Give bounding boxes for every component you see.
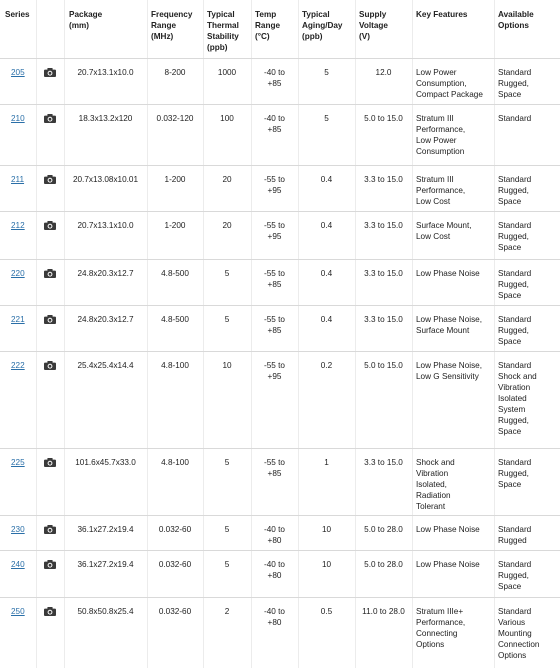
- cell-aging: 5: [324, 68, 329, 77]
- cell-stability: 2: [224, 607, 230, 616]
- cell-stability: 5: [224, 560, 230, 569]
- camera-icon[interactable]: [44, 607, 56, 616]
- cell-package: 24.8x20.3x12.7: [77, 315, 134, 324]
- cell-options: Standard Shock and Vibration Isolated System Rugged, Space: [498, 361, 537, 436]
- header-stability: Typical Thermal Stability (ppb): [207, 10, 239, 52]
- cell-frequency: 0.032-60: [158, 560, 192, 569]
- cell-temp: -55 to +85: [264, 269, 285, 289]
- cell-features: Stratum III Performance, Low Cost: [416, 175, 466, 206]
- cell-aging: 0.4: [320, 175, 333, 184]
- row-divider: [0, 351, 560, 352]
- cell-voltage: 3.3 to 15.0: [364, 315, 403, 324]
- cell-voltage: 5.0 to 28.0: [364, 525, 403, 534]
- cell-temp: -40 to +85: [264, 68, 285, 88]
- cell-features: Low Phase Noise: [416, 560, 480, 569]
- column-divider: [412, 0, 413, 668]
- camera-icon[interactable]: [44, 269, 56, 278]
- row-divider: [0, 550, 560, 551]
- cell-frequency: 4.8-500: [161, 269, 189, 278]
- cell-voltage: 5.0 to 15.0: [364, 114, 403, 123]
- cell-aging: 5: [324, 114, 329, 123]
- cell-options: Standard: [498, 114, 532, 123]
- cell-frequency: 0.032-60: [158, 525, 192, 534]
- cell-package: 20.7x13.1x10.0: [77, 68, 134, 77]
- camera-icon[interactable]: [44, 560, 56, 569]
- series-link[interactable]: 222: [11, 361, 25, 370]
- cell-aging: 0.4: [320, 221, 333, 230]
- cell-features: Stratum III Performance, Low Power Consumption: [416, 114, 466, 156]
- cell-voltage: 5.0 to 15.0: [364, 361, 403, 370]
- header-frequency: Frequency Range (MHz): [151, 10, 193, 41]
- series-link[interactable]: 210: [11, 114, 25, 123]
- cell-features: Stratum IIIe+ Performance, Connecting Options: [416, 607, 466, 649]
- header-options: Available Options: [498, 10, 534, 30]
- cell-package: 101.6x45.7x33.0: [75, 458, 136, 467]
- cell-aging: 10: [321, 525, 332, 534]
- cell-temp: -40 to +80: [264, 525, 285, 545]
- cell-stability: 100: [220, 114, 234, 123]
- cell-package: 20.7x13.08x10.01: [72, 175, 139, 184]
- camera-icon[interactable]: [44, 315, 56, 324]
- row-divider: [0, 104, 560, 105]
- header-features: Key Features: [416, 10, 468, 19]
- camera-icon[interactable]: [44, 221, 56, 230]
- cell-stability: 20: [222, 175, 232, 184]
- column-divider: [494, 0, 495, 668]
- cell-voltage: 3.3 to 15.0: [364, 269, 403, 278]
- row-divider: [0, 448, 560, 449]
- series-link[interactable]: 220: [11, 269, 25, 278]
- camera-icon[interactable]: [44, 458, 56, 467]
- cell-package: 24.8x20.3x12.7: [77, 269, 134, 278]
- cell-features: Shock and Vibration Isolated, Radiation Tolerant: [416, 458, 455, 511]
- cell-temp: -55 to +95: [264, 361, 285, 381]
- cell-options: Standard Rugged, Space: [498, 315, 532, 346]
- series-link[interactable]: 250: [11, 607, 25, 616]
- cell-features: Low Power Consumption, Compact Package: [416, 68, 483, 99]
- cell-voltage: 3.3 to 15.0: [364, 458, 403, 467]
- cell-voltage: 5.0 to 28.0: [364, 560, 403, 569]
- cell-stability: 10: [222, 361, 232, 370]
- column-divider: [36, 0, 37, 668]
- cell-aging: 0.4: [320, 269, 333, 278]
- header-voltage: Supply Voltage (V): [359, 10, 388, 41]
- cell-stability: 5: [224, 315, 230, 324]
- cell-aging: 10: [321, 560, 332, 569]
- cell-frequency: 4.8-100: [161, 458, 189, 467]
- row-divider: [0, 58, 560, 59]
- cell-package: 20.7x13.1x10.0: [77, 221, 134, 230]
- cell-stability: 1000: [217, 68, 237, 77]
- series-link[interactable]: 225: [11, 458, 25, 467]
- cell-options: Standard Rugged, Space: [498, 68, 532, 99]
- series-link[interactable]: 212: [11, 221, 25, 230]
- cell-stability: 5: [224, 269, 230, 278]
- camera-icon[interactable]: [44, 175, 56, 184]
- cell-voltage: 12.0: [375, 68, 392, 77]
- cell-options: Standard Rugged, Space: [498, 560, 532, 591]
- cell-aging: 0.4: [320, 315, 333, 324]
- camera-icon[interactable]: [44, 361, 56, 370]
- cell-options: Standard Rugged: [498, 525, 532, 545]
- series-link[interactable]: 221: [11, 315, 25, 324]
- header-aging: Typical Aging/Day (ppb): [302, 10, 343, 41]
- camera-icon[interactable]: [44, 114, 56, 123]
- camera-icon[interactable]: [44, 68, 56, 77]
- row-divider: [0, 305, 560, 306]
- header-temp: Temp Range (°C): [255, 10, 281, 41]
- camera-icon[interactable]: [44, 525, 56, 534]
- cell-features: Low Phase Noise, Surface Mount: [416, 315, 482, 335]
- row-divider: [0, 597, 560, 598]
- cell-frequency: 0.032-120: [156, 114, 194, 123]
- row-divider: [0, 515, 560, 516]
- cell-features: Low Phase Noise, Low G Sensitivity: [416, 361, 482, 381]
- cell-package: 18.3x13.2x120: [78, 114, 133, 123]
- cell-options: Standard Rugged, Space: [498, 175, 532, 206]
- cell-package: 36.1x27.2x19.4: [77, 560, 134, 569]
- series-link[interactable]: 211: [11, 175, 25, 184]
- header-series: Series: [5, 10, 30, 19]
- series-link[interactable]: 240: [11, 560, 25, 569]
- cell-frequency: 1-200: [164, 175, 186, 184]
- cell-temp: -55 to +85: [264, 315, 285, 335]
- cell-voltage: 3.3 to 15.0: [364, 221, 403, 230]
- cell-temp: -40 to +85: [264, 114, 285, 134]
- cell-frequency: 0.032-60: [158, 607, 192, 616]
- cell-aging: 0.2: [320, 361, 333, 370]
- cell-package: 36.1x27.2x19.4: [77, 525, 134, 534]
- row-divider: [0, 211, 560, 212]
- cell-options: Standard Rugged, Space: [498, 458, 532, 489]
- cell-package: 50.8x50.8x25.4: [77, 607, 134, 616]
- cell-features: Surface Mount, Low Cost: [416, 221, 472, 241]
- cell-voltage: 11.0 to 28.0: [362, 607, 405, 616]
- cell-temp: -40 to +80: [264, 560, 285, 580]
- row-divider: [0, 259, 560, 260]
- cell-options: Standard Rugged, Space: [498, 221, 532, 252]
- cell-temp: -55 to +95: [264, 175, 285, 195]
- cell-package: 25.4x25.4x14.4: [77, 361, 134, 370]
- cell-frequency: 1-200: [164, 221, 186, 230]
- header-package: Package (mm): [69, 10, 103, 30]
- cell-temp: -40 to +80: [264, 607, 285, 627]
- cell-temp: -55 to +95: [264, 221, 285, 241]
- cell-frequency: 4.8-100: [161, 361, 189, 370]
- series-link[interactable]: 230: [11, 525, 25, 534]
- cell-aging: 1: [324, 458, 329, 467]
- cell-frequency: 8-200: [164, 68, 186, 77]
- row-divider: [0, 165, 560, 166]
- cell-options: Standard Various Mounting Connection Options: [498, 607, 540, 660]
- cell-options: Standard Rugged, Space: [498, 269, 532, 300]
- cell-features: Low Phase Noise: [416, 269, 480, 278]
- cell-stability: 20: [222, 221, 232, 230]
- series-link[interactable]: 205: [11, 68, 25, 77]
- cell-aging: 0.5: [320, 607, 333, 616]
- cell-stability: 5: [224, 458, 230, 467]
- cell-features: Low Phase Noise: [416, 525, 480, 534]
- cell-frequency: 4.8-500: [161, 315, 189, 324]
- cell-stability: 5: [224, 525, 230, 534]
- cell-temp: -55 to +85: [264, 458, 285, 478]
- cell-voltage: 3.3 to 15.0: [364, 175, 403, 184]
